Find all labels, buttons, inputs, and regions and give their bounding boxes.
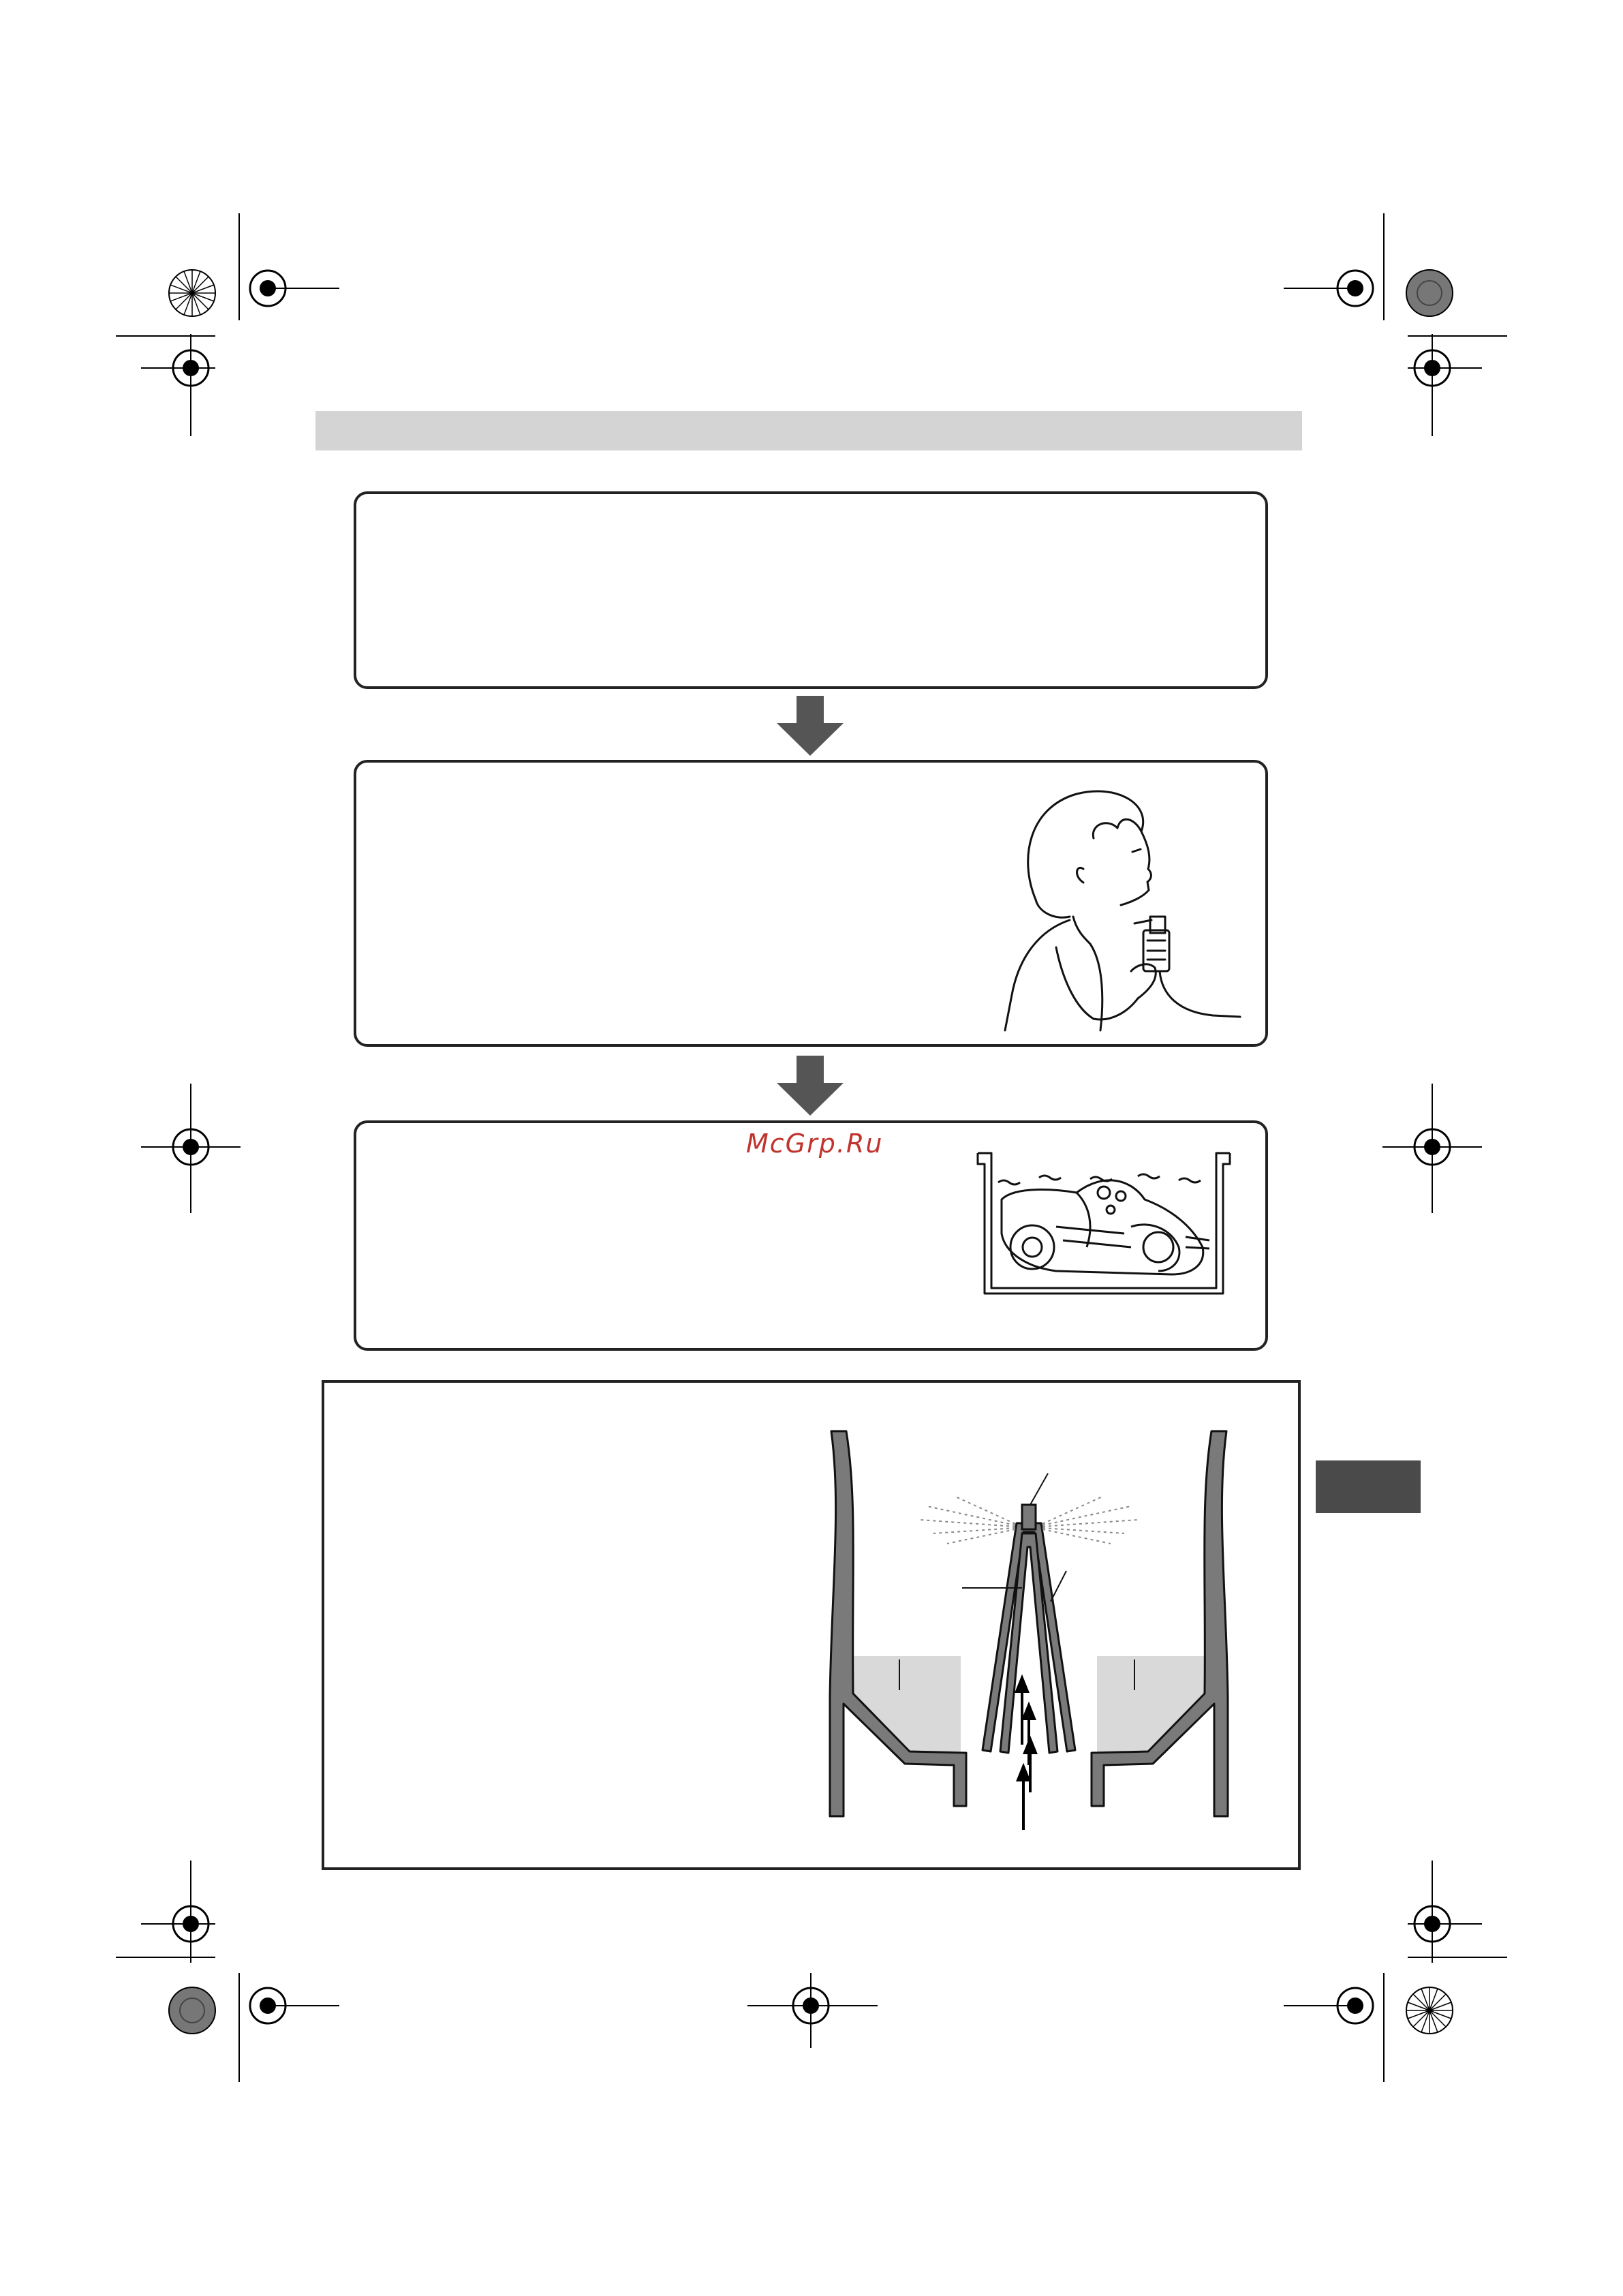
down-arrow-icon (777, 1056, 844, 1116)
section-header-bar (315, 411, 1302, 450)
nebulizer-parts-in-water-tank-illustration (974, 1145, 1254, 1302)
step-1-box (354, 491, 1268, 689)
airflow-arrows (1017, 1678, 1036, 1830)
nebulizer-cross-section-diagram (818, 1424, 1240, 1833)
down-arrow-icon (777, 696, 844, 756)
container-wall-left (830, 1431, 966, 1816)
container-wall-right (1092, 1431, 1228, 1816)
section-tab-marker (1316, 1460, 1421, 1513)
girl-using-nebulizer-illustration (981, 777, 1254, 1036)
watermark-text: McGrp.Ru (746, 1129, 884, 1159)
baffle-pin (1022, 1505, 1036, 1529)
